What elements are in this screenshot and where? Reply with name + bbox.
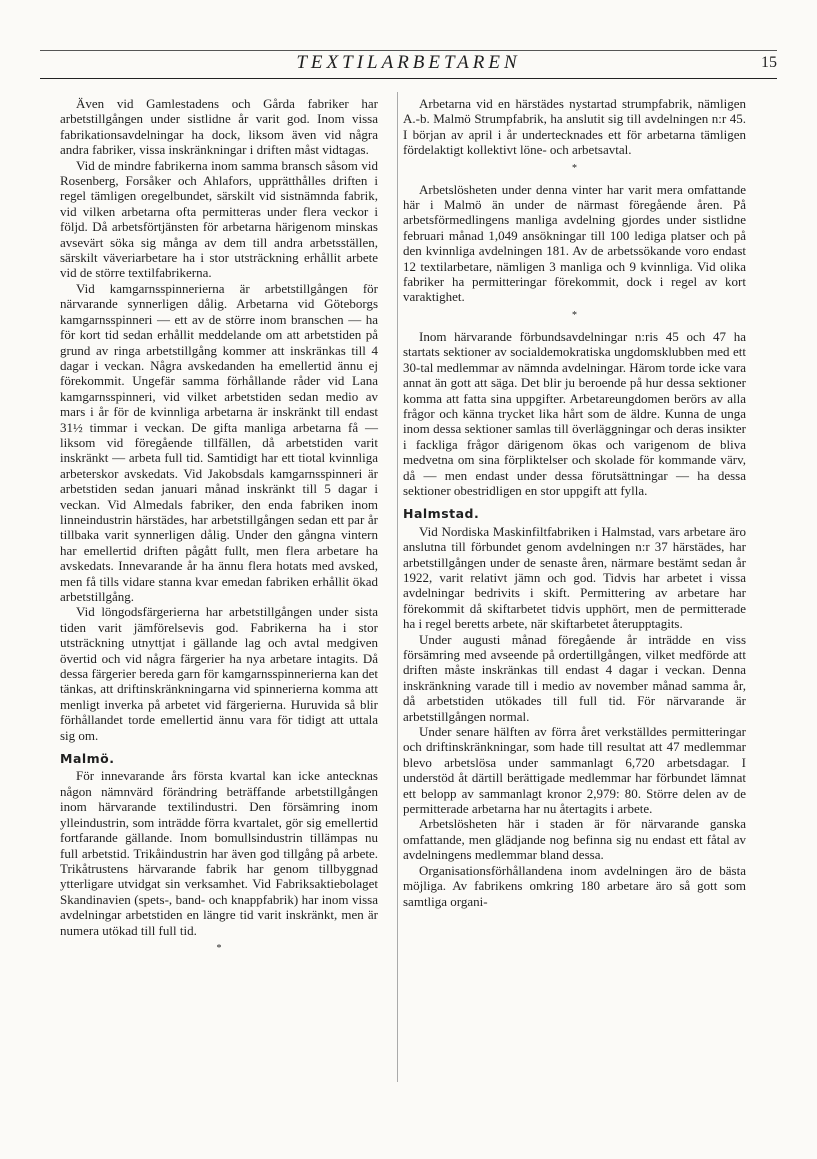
article-paragraph: Arbetslösheten här i staden är för närvarande ganska omfattande, men glädjande nog befinna sig nu endast ett fåtal av avdelningens medlemmar bland dessa.: [403, 816, 746, 863]
page-number: 15: [761, 54, 777, 71]
section-separator: *: [216, 942, 222, 954]
article-paragraph: Organisationsförhållandena inom avdelningen äro de bästa möjliga. Av fabrikens omkring 180 arbetare äro så gott som samtliga organi-: [403, 862, 746, 909]
article-paragraph: Under augusti månad föregående år inträdde en viss försämring med avseende på ordertillgången, vilket medförde att driften måste inskränkas till endast 4 dagar i veckan. Denna inskränkning varade till i medio av november månad samma år, då arbetstiden utökades till full tid. För närvarande är arbetstillgången normal.: [403, 631, 746, 724]
right-column: [403, 96, 746, 909]
left-column: [60, 96, 378, 962]
section-separator: *: [572, 309, 577, 321]
journal-title: TEXTILARBETAREN: [296, 52, 521, 73]
article-paragraph: Vid kamgarnsspinnerierna är arbetstillgången för närvarande synnerligen dålig. Arbetarna vid Göteborgs kamgarnsspinneri — ett av de större inom branschen — ha för kort tid sedan erhållit meddelande om att arbetstiden på grund av ringa arbetstillgång kommer att inskränkas till 4 dagar i veckan. Några avskedanden ha emellertid ännu ej förekommit. Ungefär samma förhållande råder vid Lana kamgarnsspinneri, vid vilket arbetstiden sedan medio av mars i år för de kvinnliga arbetarna är inskränkt till endast 31½ timmar i veckan. De gifta manliga arbetarna få — liksom vid föregående tillfällen, då arbetstiden varit inskränkt — arbeta full tid. Samtidigt har ett tiotal kvinnliga arbeterskor avskedats. Vid Jakobsdals kamgarnsspinneri är arbetstiden sedan januari månad inskränkt till 5 dagar i veckan. Vid Almedals fabriker, den enda fabriken inom linneindustrin härstädes, har arbetstillgången sedan ett par år tillbaka varit synnerligen dålig. Under den gångna vintern har emellertid driften pågått fullt, men flera arbetare ha avskedats. Innevarande år ha ännu flera hotats med avsked, men få tills vidare stanna kvar emedan fabriken erhållit ökad arbetstillgång.: [60, 280, 378, 604]
section-heading-malmo: Malmö.: [60, 751, 115, 767]
article-paragraph: Inom härvarande förbundsavdelningar n:ris 45 och 47 ha startats sektioner av socialdemokratiska ungdomsklubben med ett 30-tal medlemmar av nämnda avdelningar. Härom torde icke vara annat än gott att säga. Det blir ju beroende på hur dessa sektioner komma att fatta sina uppgifter. Arbetareungdomen berörs av alla frågor och känna trycket lika hårt som de äldre. Kunna de unga inom dessa sektioner samlas till överläggningar och deras insikter i fackliga frågor därigenom ökas och varigenom de bliva medvetna om sina förpliktelser och skolade för kommande värv, då — men endast under dessa förutsättningar — ha dessa sektioner obestridligen en stor uppgift att fylla.: [403, 328, 746, 498]
article-paragraph: För innevarande års första kvartal kan icke antecknas någon nämnvärd förändring beträffande arbetstillgången inom härvarande textilindustri. Den försämring inom ylleindustrin, som inträdde förra kvartalet, gör sig emellertid fortfarande gällande. Inom bomullsindustrin tillämpas nu full arbetstid. Trikåindustrin har även god tillgång på arbete. Trikåtrustens härvarande fabrik har genom tillbyggnad ytterligare utvidgat sin verksamhet. Vid Fabriksaktiebolaget Skandinavien (spets-, band- och knappfabrik) har inom vissa avdelningar arbetstiden en längre tid varit inskränkt, men är numera utökad till full tid.: [60, 768, 378, 938]
article-paragraph: Vid Nordiska Maskinfiltfabriken i Halmstad, vars arbetare äro anslutna till förbundet genom avdelningen n:r 37 härstädes, har arbetstillgången under de senaste åren, närmare bestämt sedan år 1922, varit relativt jämn och god. Tidvis har arbetet i vissa avdelningar bedrivits i skift. Permittering av arbetare har förekommit då skiftarbetet tidvis upphört, men de permitterade ha i regel beretts arbete, när skiftarbetet återupptagits.: [403, 523, 746, 632]
column-divider: [397, 92, 398, 1082]
article-paragraph: Vid löngodsfärgerierna har arbetstillgången under sista tiden varit jämförelsevis god. Fabrikerna ha i stor utsträckning utnyttjat i gällande lag och avtal medgiven övertid och vid några färgerier ha nya arbetare intagits. Då dessa färgerier bereda garn för kamgarnsspinnerierna kan det tänkas, att driftinskränkningarna vid spinnerierna komma att menligt inverka på arbetet vid färgerierna. Huruvida så blir förhållandet torde emellertid ännu vara för tidigt att uttala sig om.: [60, 604, 378, 743]
article-paragraph: Vid de mindre fabrikerna inom samma bransch såsom vid Rosenberg, Forsåker och Ahlafors, upprätthålles driften i regel tämligen oregelbundet, särskilt vid sistnämnda fabrik, vid vilken arbetarna ofta permitteras under flera veckor i följd. Då arbetsförtjänsten för arbetarna härigenom minskas avsevärt söka sig många av dem till andra arbetsställen, särskilt väveriarbetare ha i stor utsträckning erhållit arbete vid de större textilfabrikerna.: [60, 157, 378, 281]
article-paragraph: Under senare hälften av förra året verkställdes permitteringar och driftinskränkningar, som hade till resultat att 47 medlemmar blevo arbetslösa under sammanlagt 6,720 arbetsdagar. I understöd åt därtill berättigade medlemmar har förbundet lämnat ett belopp av sammanlagt kronor 2,979: 80. Större delen av de permitterade arbetarna har nu återtagits i arbete.: [403, 724, 746, 817]
page-header: [40, 52, 777, 76]
article-paragraph: Arbetslösheten under denna vinter har varit mera omfattande här i Malmö än under de närmast föregående åren. På arbetsförmedlingens manliga avdelning gjordes under sistlidne februari månad 1,049 ansökningar till 100 lediga platser och på den kvinnliga avdelningen 181. Av de arbetssökande voro endast 12 textilarbetare, nämligen 3 manliga och 9 kvinnliga. Vid olika fabriker ha permitteringar förekommit, dock i regel av kort varaktighet.: [403, 181, 746, 305]
section-heading-halmstad: Halmstad.: [403, 506, 480, 522]
article-paragraph: Även vid Gamlestadens och Gårda fabriker har arbetstillgången under sistlidne år varit god. Inom vissa fabrikationsavdelningar ha dock, liksom även vid några andra fabriker, vissa inskränkningar i driften måst vidtagas.: [60, 96, 378, 158]
article-paragraph: Arbetarna vid en härstädes nystartad strumpfabrik, nämligen A.-b. Malmö Strumpfabrik, ha anslutit sig till avdelningen n:r 45. I början av april i år undertecknades ett för arbetarna tämligen fördelaktigt kollektivt löne- och arbetsavtal.: [403, 96, 746, 158]
header-rule: [40, 78, 777, 79]
top-rule: [40, 50, 777, 51]
section-separator: *: [572, 162, 577, 174]
